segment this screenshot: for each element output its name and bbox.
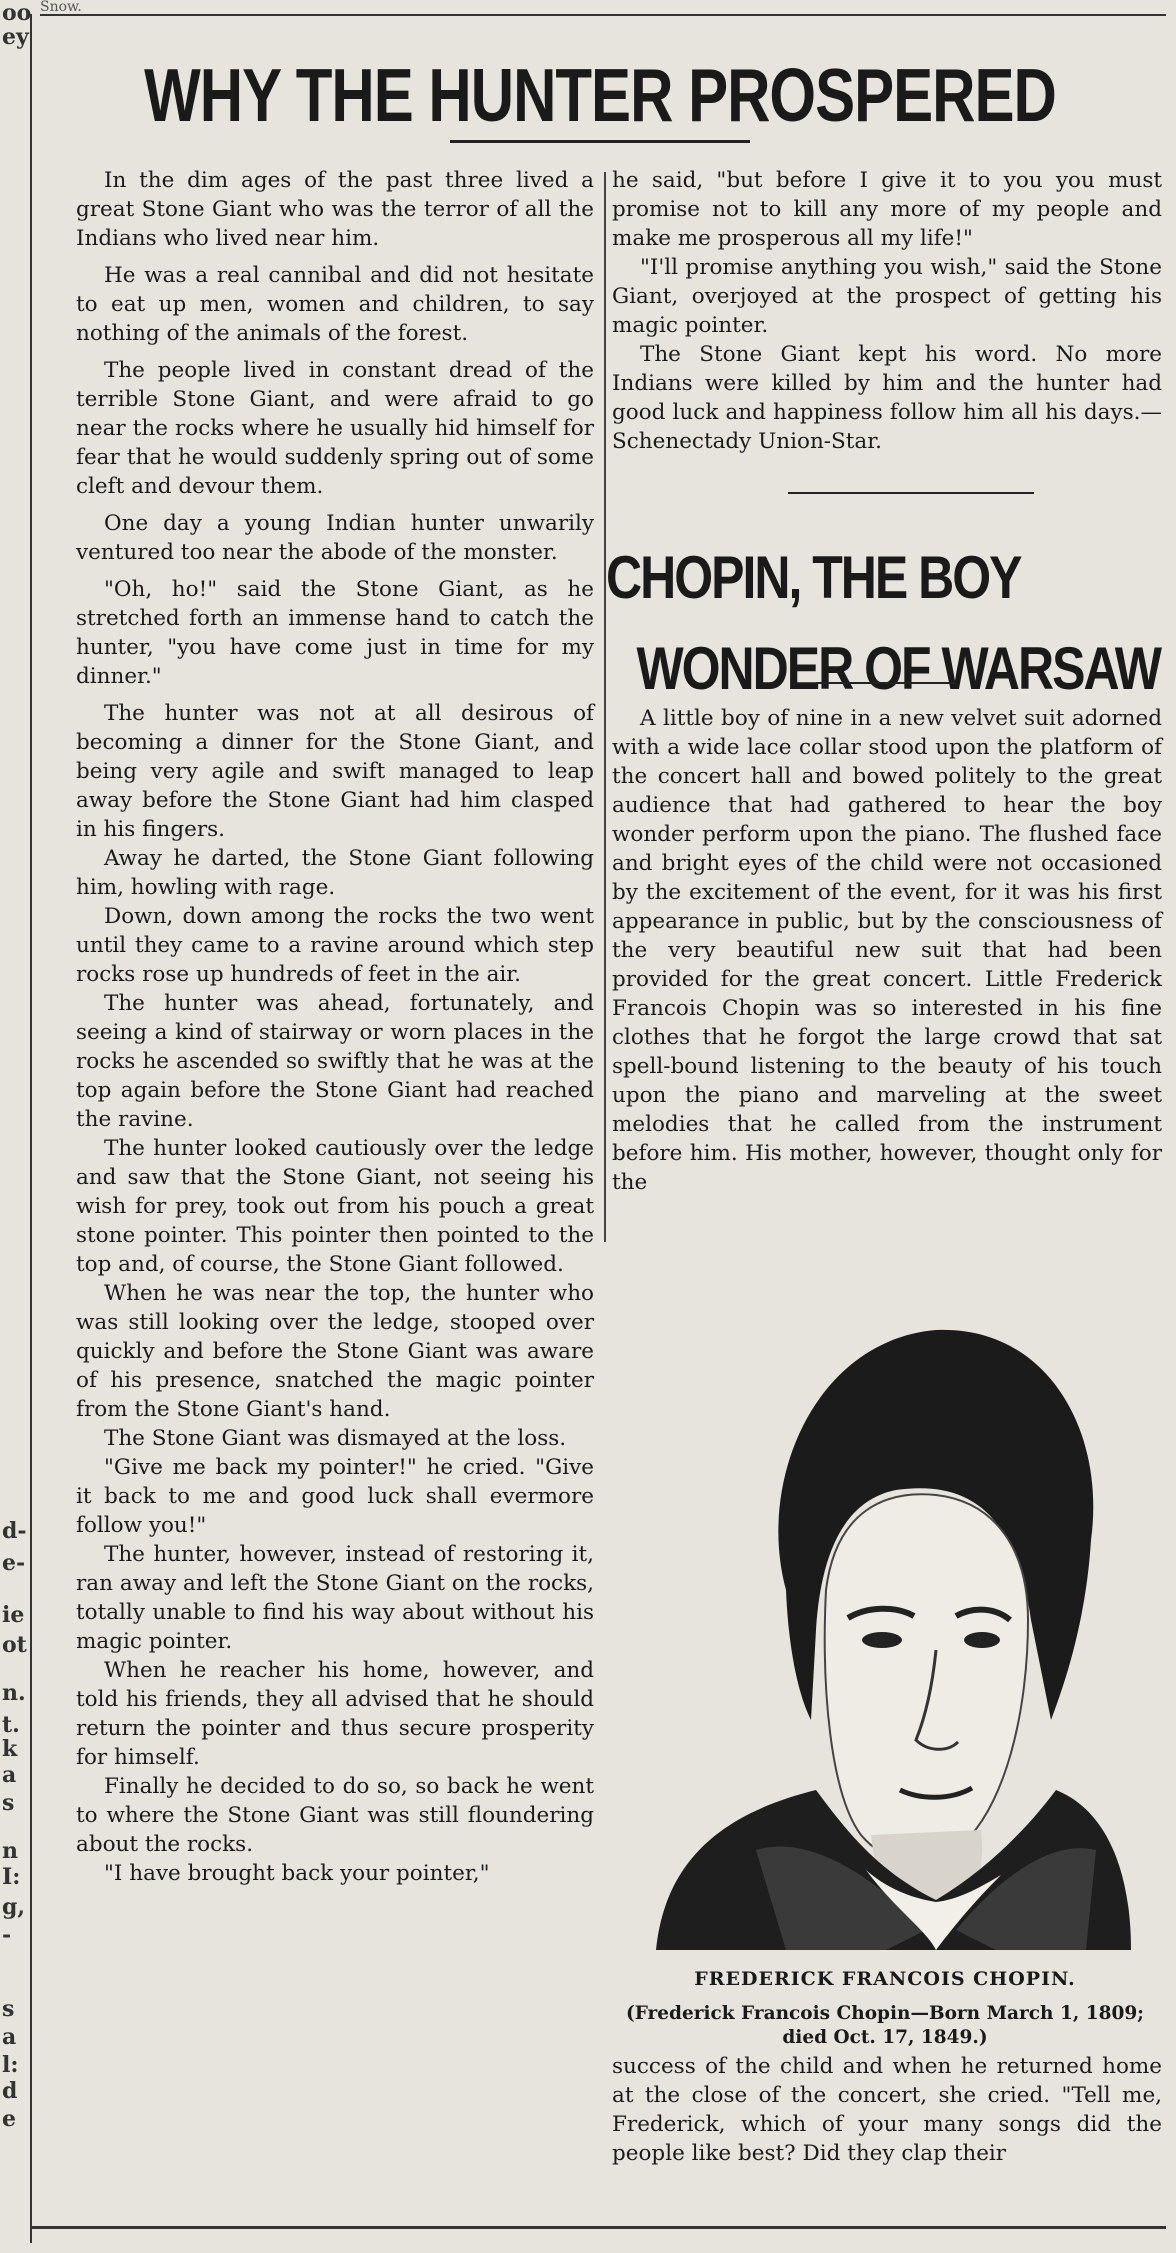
story1-paragraph: "Oh, ho!" said the Stone Giant, as he stretched forth an immense hand to catch the hunter, "you have come just in time for my dinner.": [76, 577, 594, 689]
margin-fragment: a: [2, 2024, 17, 2050]
headline-rule: [816, 682, 956, 684]
clipped-top-text: Snow.: [40, 0, 82, 14]
story1-column: [76, 166, 594, 1888]
story1-paragraph: In the dim ages of the past three lived a great Stone Giant who was the terror of all the Indians who lived near him.: [76, 168, 594, 251]
story1-paragraph: The people lived in constant dread of the terrible Stone Giant, and were afraid to go near the rocks where he usually hid himself for fear that he would suddenly spring out of some cleft and devour them.: [76, 358, 594, 499]
story1-paragraph: The hunter was not at all desirous of becoming a dinner for the Stone Giant, and being very agile and swift managed to leap away before the Stone Giant had him clasped in his fingers.: [76, 701, 594, 842]
story2-paragraph: A little boy of nine in a new velvet suit adorned with a wide lace collar stood upon the platform of the concert hall and bowed politely to the great audience that had gathered to hear the boy wonder perform upon the piano. The flushed face and bright eyes of the child were not occasioned by the excitement of the event, for it was his first appearance in public, but by the consciousness of the very beautiful new suit that had been provided for the great concert. Little Frederick Francois Chopin was so interested in his fine clothes that he forgot the large crowd that sat spell-bound listening to the beauty of his touch upon the piano and marveling at the sweet melodies that he called from the instrument before him. His mother, however, thought only for the: [612, 706, 1162, 1195]
margin-fragment: t.: [2, 1712, 20, 1738]
story1-paragraph: The hunter was ahead, fortunately, and seeing a kind of stairway or worn places in the rocks he ascended so swiftly that he was at the top again before the Stone Giant had reached the ravine.: [76, 991, 594, 1132]
margin-fragment: e: [2, 2106, 16, 2132]
story1-paragraph: Away he darted, the Stone Giant following him, howling with rage.: [76, 846, 594, 900]
margin-fragment: l:: [2, 2052, 19, 2078]
margin-fragment: n.: [2, 1680, 26, 1706]
margin-fragment: k: [2, 1736, 18, 1762]
left-margin-clipped-column: [0, 0, 30, 2253]
margin-fragment: oo: [2, 0, 32, 26]
story1-paragraph: "Give me back my pointer!" he cried. "Give it back to me and good luck shall evermore follow you!": [76, 1455, 594, 1538]
story1-paragraph: The hunter looked cautiously over the ledge and saw that the Stone Giant, not seeing his wish for prey, took out from his pouch a great stone pointer. This pointer then pointed to the top and, of course, the Stone Giant followed.: [76, 1136, 594, 1277]
margin-fragment: g,: [2, 1894, 26, 1920]
bottom-rule: [30, 2226, 1166, 2229]
top-rule: [40, 14, 1166, 16]
margin-fragment: ey: [2, 24, 29, 50]
portrait-caption: FREDERICK FRANCOIS CHOPIN.: [694, 1968, 1076, 1990]
story1-paragraph: One day a young Indian hunter unwarily ventured too near the abode of the monster.: [76, 511, 594, 565]
margin-fragment: a: [2, 1762, 17, 1788]
story1-paragraph: "I have brought back your pointer,": [104, 1861, 490, 1886]
story2-headline-line1: CHOPIN, THE BOY: [606, 544, 1021, 612]
story1-paragraph: He was a real cannibal and did not hesitate to eat up men, women and children, to say nothing of the animals of the forest.: [76, 263, 594, 346]
margin-fragment: s: [2, 1996, 15, 2022]
margin-fragment: d: [2, 2078, 18, 2104]
margin-fragment: d-: [2, 1518, 27, 1544]
story2-headline: [606, 532, 1164, 714]
left-column-rule: [30, 14, 32, 2243]
story1-continuation-paragraph: The Stone Giant kept his word. No more Indians were killed by him and the hunter had good luck and happiness follow him all his days.—Schenectady Union-Star.: [612, 342, 1162, 454]
margin-fragment: ot: [2, 1632, 27, 1658]
story1-headline: WHY THE HUNTER PROSPERED: [144, 53, 1056, 137]
story1-continuation: [612, 166, 1162, 456]
story1-paragraph: When he was near the top, the hunter who was still looking over the ledge, stooped over quickly and before the Stone Giant was aware of his presence, snatched the magic pointer from the Stone Giant's hand.: [76, 1281, 594, 1422]
margin-fragment: ie: [2, 1602, 25, 1628]
portrait-subcaption: (Frederick Francois Chopin—Born March 1, 1809; died Oct. 17, 1849.): [625, 2003, 1145, 2048]
story1-paragraph: When he reacher his home, however, and told his friends, they all advised that he should return the pointer and thus secure prosperity for himself.: [76, 1658, 594, 1770]
margin-fragment: s: [2, 1790, 15, 1816]
story2-headline-line2: WONDER OF WARSAW: [636, 635, 1160, 703]
margin-fragment: -: [2, 1922, 12, 1948]
story2-continuation-paragraph: success of the child and when he returned home at the close of the concert, she cried. "Tell me, Frederick, which of your many songs did the people like best? Did they clap their: [612, 2054, 1162, 2166]
story1-continuation-paragraph: he said, "but before I give it to you you must promise not to kill any more of my people and make me prosperous all my life!": [612, 168, 1162, 251]
headline-rule: [450, 140, 750, 143]
story1-paragraph: The Stone Giant was dismayed at the loss.: [104, 1426, 567, 1451]
section-rule: [788, 492, 1034, 494]
margin-fragment: e-: [2, 1550, 26, 1576]
story1-paragraph: Down, down among the rocks the two went until they came to a ravine around which step rocks rose up hundreds of feet in the air.: [76, 904, 594, 987]
story2-continuation: [612, 2052, 1162, 2168]
chopin-portrait: [636, 1290, 1136, 1950]
story1-continuation-paragraph: "I'll promise anything you wish," said the Stone Giant, overjoyed at the prospect of getting his magic pointer.: [612, 255, 1162, 338]
story2-column: [612, 704, 1162, 1197]
story1-paragraph: The hunter, however, instead of restoring it, ran away and left the Stone Giant on the rocks, totally unable to find his way about without his magic pointer.: [76, 1542, 594, 1654]
margin-fragment: n: [2, 1838, 18, 1864]
story1-paragraph: Finally he decided to do so, so back he went to where the Stone Giant was still floundering about the rocks.: [76, 1774, 594, 1857]
margin-fragment: I:: [2, 1864, 21, 1890]
